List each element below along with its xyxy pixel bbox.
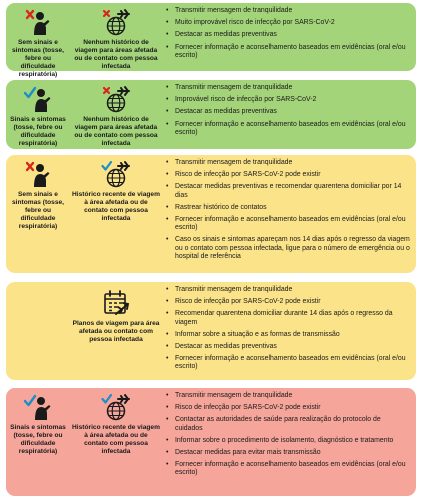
- symptom-label: Sem sinais e sintomas (tosse, febre ou dificuldade respiratória): [11, 39, 65, 78]
- symptom-column: [6, 80, 70, 149]
- guidance-item: • Transmitir mensagem de tranquilidade: [166, 286, 410, 294]
- empty-column: [6, 282, 70, 380]
- guidance-item: • Transmitir mensagem de tranquilidade: [166, 392, 410, 400]
- travel-label: Histórico recente de viagem à área afetada ou de contato com pessoa infectada: [72, 424, 160, 455]
- guidance-list: [166, 84, 410, 137]
- symptom-column: [6, 388, 70, 496]
- guidance-item: • Improvável risco de infecção por SARS-CoV-2: [166, 96, 410, 104]
- scenario-card-3: [6, 155, 416, 273]
- guidance-item: • Contactar as autoridades de saúde para realização do protocolo de cuidados: [166, 416, 410, 432]
- guidance-item: • Fornecer informação e aconselhamento baseados em evidências (oral e/ou escrito): [166, 121, 410, 137]
- guidance-column: [162, 388, 416, 496]
- globe-plane-cross-icon: [101, 85, 131, 113]
- scenario-card-1: [6, 3, 416, 78]
- guidance-item: • Fornecer informação e aconselhamento baseados em evidências (oral e/ou escrito): [166, 461, 410, 477]
- guidance-item: • Destacar medidas preventivas e recomendar quarentena domiciliar por 14 dias: [166, 183, 410, 199]
- symptom-label: Sinais e sintomas (tosse, febre ou dificuldade respiratória): [10, 424, 66, 455]
- scenario-card-5: [6, 388, 416, 496]
- person-check-icon: [23, 393, 53, 421]
- scenario-card-4: [6, 282, 416, 380]
- travel-column: [70, 3, 162, 71]
- person-check-icon: [23, 85, 53, 113]
- guidance-item: • Transmitir mensagem de tranquilidade: [166, 159, 410, 167]
- travel-column: [70, 155, 162, 273]
- guidance-item: • Fornecer informação e aconselhamento baseados em evidências (oral e/ou escrito): [166, 44, 410, 60]
- guidance-column: [162, 282, 416, 380]
- travel-column: [70, 388, 162, 496]
- guidance-list: [166, 7, 410, 60]
- globe-plane-check-icon: [101, 393, 131, 421]
- person-cross-icon: [23, 8, 53, 36]
- guidance-item: • Risco de infecção por SARS-CoV-2 pode existir: [166, 298, 410, 306]
- travel-label: Histórico recente de viagem à área afetada ou de contato com pessoa infectada: [72, 191, 160, 222]
- guidance-item: • Caso os sinais e sintomas apareçam nos 14 dias após o regresso da viagem ou o contato com pessoa infectada, ligue para o número de emergência ou o hospital de referência: [166, 236, 410, 261]
- guidance-item: • Informar sobre o procedimento de isolamento, diagnóstico e tratamento: [166, 437, 410, 445]
- guidance-item: • Informar sobre a situação e as formas de transmissão: [166, 331, 410, 339]
- symptom-label: Sinais e sintomas (tosse, febre ou dificuldade respiratória): [10, 116, 66, 147]
- guidance-list: [166, 286, 410, 372]
- guidance-item: • Muito improvável risco de infecção por SARS-CoV-2: [166, 19, 410, 27]
- person-cross-icon: [23, 160, 53, 188]
- travel-label: Planos de viagem para área afetada ou contato com pessoa infectada: [72, 320, 160, 343]
- guidance-list: [166, 392, 410, 478]
- guidance-item: • Destacar medidas para evitar mais transmissão: [166, 449, 410, 457]
- guidance-list: [166, 159, 410, 261]
- globe-plane-cross-icon: [101, 8, 131, 36]
- guidance-item: • Rastrear histórico de contatos: [166, 204, 410, 212]
- scenario-card-2: [6, 80, 416, 149]
- guidance-item: • Transmitir mensagem de tranquilidade: [166, 7, 410, 15]
- guidance-item: • Fornecer informação e aconselhamento baseados em evidências (oral e/ou escrito): [166, 216, 410, 232]
- travel-column: [70, 80, 162, 149]
- travel-label: Nenhum histórico de viagem para áreas afetada ou de contato com pessoa infectada: [74, 116, 158, 147]
- travel-label: Nenhum histórico de viagem para áreas afetada ou de contato com pessoa infectada: [74, 39, 158, 70]
- symptom-label: Sem sinais e sintomas (tosse, febre ou dificuldade respiratória): [11, 191, 65, 230]
- guidance-item: • Recomendar quarentena domiciliar durante 14 dias após o regresso da viagem: [166, 310, 410, 326]
- guidance-item: • Destacar as medidas preventivas: [166, 343, 410, 351]
- guidance-item: • Destacar as medidas preventivas: [166, 108, 410, 116]
- guidance-column: [162, 80, 416, 149]
- symptom-column: [6, 155, 70, 273]
- globe-plane-check-icon: [101, 160, 131, 188]
- travel-column: [70, 282, 162, 380]
- guidance-item: • Risco de infecção por SARS-CoV-2 pode existir: [166, 171, 410, 179]
- guidance-column: [162, 155, 416, 273]
- guidance-item: • Risco de infecção por SARS-CoV-2 pode existir: [166, 404, 410, 412]
- symptom-column: [6, 3, 70, 78]
- calendar-plane-icon: [101, 289, 131, 317]
- guidance-item: • Destacar as medidas preventivas: [166, 31, 410, 39]
- guidance-item: • Transmitir mensagem de tranquilidade: [166, 84, 410, 92]
- guidance-column: [162, 3, 416, 71]
- guidance-item: • Fornecer informação e aconselhamento baseados em evidências (oral e/ou escrito): [166, 355, 410, 371]
